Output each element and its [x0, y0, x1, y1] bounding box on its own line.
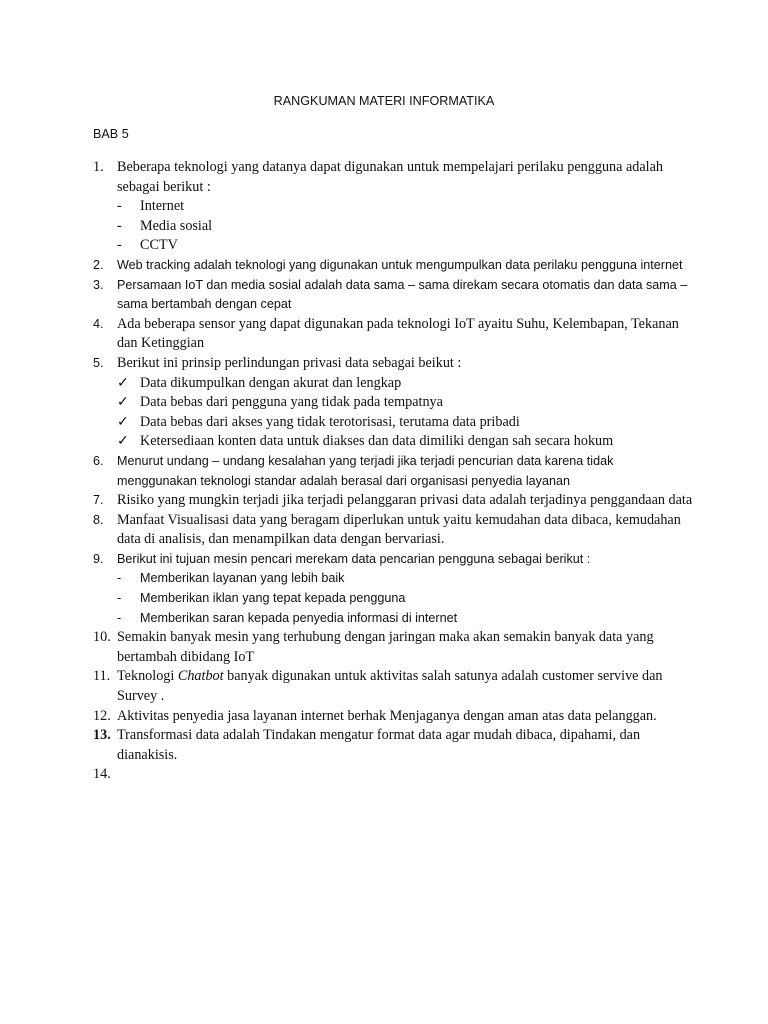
list-item — [93, 491, 693, 511]
sub-list-item — [117, 589, 693, 609]
sub-list — [117, 569, 693, 628]
item-text: Berikut ini tujuan mesin pencari merekam data pencarian pengguna sebagai berikut : — [117, 551, 591, 566]
sub-list-item — [117, 569, 693, 589]
sub-item-text: Internet — [140, 198, 185, 215]
item-number: 13. — [93, 727, 111, 744]
list-item — [93, 628, 693, 667]
list-item — [93, 765, 693, 785]
list-item — [93, 707, 693, 727]
check-list — [117, 374, 693, 452]
list-item — [93, 158, 693, 256]
item-number: 7. — [93, 493, 104, 508]
sub-list-item — [117, 197, 693, 217]
sub-item-text: Media sosial — [140, 217, 213, 234]
chatbot-term: Chatbot — [177, 668, 224, 685]
check-list-item — [117, 413, 693, 433]
item-text: Web tracking adalah teknologi yang digunakan untuk mengumpulkan data perilaku pengguna internet — [117, 257, 683, 272]
list-item — [93, 511, 693, 550]
check-item-text: Data dikumpulkan dengan akurat dan lengkap — [140, 374, 402, 391]
check-item-text: Data bebas dari pengguna yang tidak pada tempatnya — [140, 394, 443, 411]
summary-list — [93, 158, 693, 785]
list-item — [93, 550, 693, 628]
sub-list-item — [117, 609, 693, 629]
item-number: 5. — [93, 355, 104, 370]
item-text: Aktivitas penyedia jasa layanan internet berhak Menjaganya dengan aman atas data pelanggan. — [117, 707, 657, 724]
checkmark-icon: ✓ — [117, 394, 129, 411]
sub-list-item — [117, 217, 693, 237]
checkmark-icon: ✓ — [117, 413, 129, 430]
check-item-text: Ketersediaan konten data untuk diakses dan data dimiliki dengan sah secara hokum — [140, 433, 614, 450]
item-number: 14. — [93, 766, 111, 783]
item-number: 6. — [93, 453, 104, 468]
list-item — [93, 452, 693, 491]
item-number: 2. — [93, 257, 104, 272]
item-number: 11. — [93, 668, 111, 685]
dash-marker: - — [117, 237, 122, 254]
item-text: Menurut undang – undang kesalahan yang terjadi jika terjadi pencurian data karena tidak menggunakan teknologi standar adalah berasal dari organisasi penyedia layanan — [117, 453, 614, 488]
sub-item-text: Memberikan iklan yang tepat kepada pengguna — [140, 591, 406, 606]
item-text: Transformasi data adalah Tindakan mengatur format data agar mudah dibaca, dipahami, dan dianakisis. — [117, 727, 641, 763]
dash-marker: - — [117, 217, 122, 234]
item-text: Persamaan IoT dan media sosial adalah data sama – sama direkam secara otomatis dan data sama – sama bertambah dengan cepat — [117, 277, 688, 312]
check-item-text: Data bebas dari akses yang tidak terotorisasi, terutama data pribadi — [140, 413, 520, 430]
sub-list-item — [117, 236, 693, 256]
dash-marker: - — [117, 571, 122, 586]
item-number: 1. — [93, 159, 104, 175]
item-text: Ada beberapa sensor yang dapat digunakan pada teknologi IoT ayaitu Suhu, Kelembapan, Tekanan dan Ketinggian — [117, 315, 679, 352]
sub-item-text: CCTV — [140, 237, 178, 254]
dash-marker: - — [117, 198, 122, 215]
checkmark-icon: ✓ — [117, 433, 129, 450]
check-list-item — [117, 432, 693, 452]
checkmark-icon: ✓ — [117, 374, 129, 391]
item-text-part: banyak digunakan untuk aktivitas salah satunya adalah customer servive dan Survey . — [117, 668, 663, 705]
sub-list — [117, 197, 693, 256]
list-item — [93, 276, 693, 315]
chapter-heading: BAB 5 — [93, 127, 129, 141]
item-text-part: Teknologi — [117, 668, 178, 685]
item-text: Risiko yang mungkin terjadi jika terjadi pelanggaran privasi data adalah terjadinya penggandaan data — [117, 492, 693, 509]
check-list-item — [117, 374, 693, 394]
item-number: 10. — [93, 629, 111, 646]
item-number: 8. — [93, 512, 104, 527]
item-number: 4. — [93, 316, 104, 331]
item-text: Manfaat Visualisasi data yang beragam diperlukan untuk yaitu kemudahan data dibaca, kemudahan data di analisis, dan menampilkan data dengan bervariasi. — [117, 511, 681, 548]
dash-marker: - — [117, 610, 122, 625]
list-item — [93, 354, 693, 452]
item-text — [117, 667, 693, 706]
document-title: RANGKUMAN MATERI INFORMATIKA — [273, 94, 495, 108]
check-list-item — [117, 393, 693, 413]
item-text: Semakin banyak mesin yang terhubung dengan jaringan maka akan semakin banyak data yang bertambah dibidang IoT — [117, 629, 654, 665]
sub-item-text: Memberikan layanan yang lebih baik — [140, 571, 345, 586]
dash-marker: - — [117, 591, 122, 606]
item-number: 9. — [93, 551, 104, 566]
item-number: 12. — [93, 707, 111, 724]
list-item — [93, 256, 693, 276]
list-item — [93, 315, 693, 354]
sub-item-text: Memberikan saran kepada penyedia informasi di internet — [140, 610, 458, 625]
list-item — [93, 726, 693, 765]
item-text: Beberapa teknologi yang datanya dapat digunakan untuk mempelajari perilaku pengguna adalah sebagai berikut : — [117, 159, 664, 195]
list-item — [93, 667, 693, 706]
item-number: 3. — [93, 277, 104, 292]
item-text — [117, 765, 693, 785]
item-text: Berikut ini prinsip perlindungan privasi data sebagai beikut : — [117, 354, 462, 371]
